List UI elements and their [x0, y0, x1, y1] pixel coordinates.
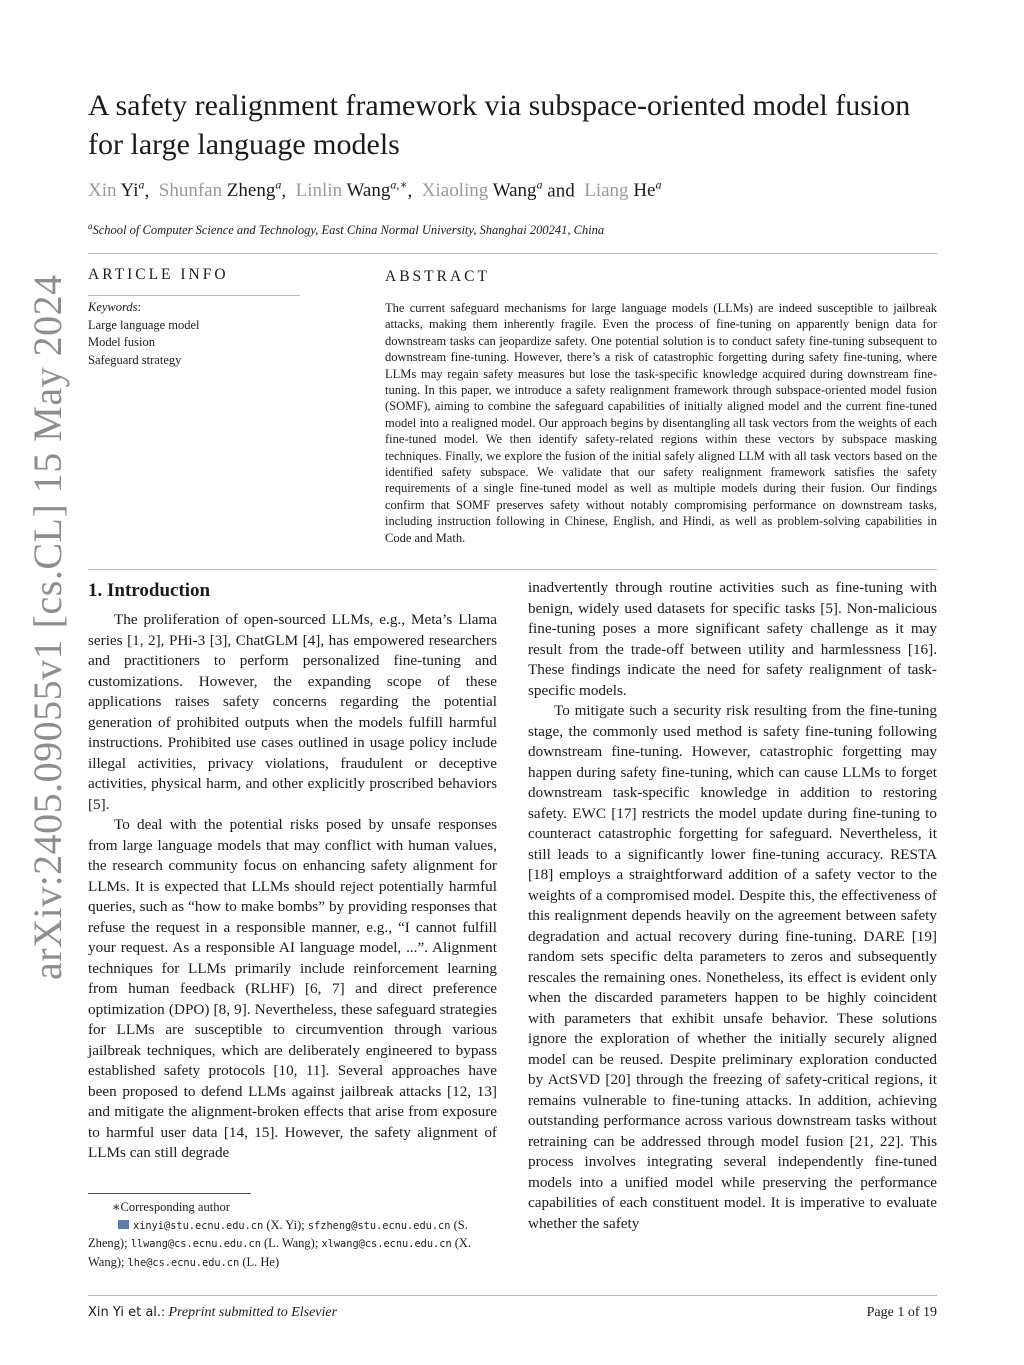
email-owner: (L. Wang);	[264, 1236, 319, 1250]
author	[422, 180, 543, 201]
author-affiliation-mark: a	[138, 178, 145, 192]
footnote	[88, 1199, 497, 1272]
keyword: Model fusion	[88, 335, 156, 349]
author-first-name: Liang	[584, 180, 629, 202]
author	[88, 180, 145, 201]
author-last-name: Wang	[492, 180, 537, 202]
article-info-heading: ARTICLE INFO	[88, 266, 229, 283]
author-first-name: Linlin	[295, 180, 343, 202]
email-address[interactable]: xinyi@stu.ecnu.edu.cn	[133, 1219, 264, 1232]
email-address[interactable]: xlwang@cs.ecnu.edu.cn	[321, 1238, 452, 1250]
email-address[interactable]: lhe@cs.ecnu.edu.cn	[127, 1256, 240, 1269]
paragraph: inadvertently through routine activities such as fine-tuning with benign, widely used datasets for specific tasks [5]. Non-malicious fine-tuning poses a more significant safety challenge as it may result from the trade-off between utility and harmlessness [16]. These findings indicate the need for safety realignment of task-specific models.	[528, 579, 937, 699]
arxiv-stamp: arXiv:2405.09055v1 [cs.CL] 15 May 2024	[25, 274, 70, 980]
email-owner: (X. Yi);	[266, 1217, 305, 1232]
footer-author: Xin Yi et al.	[88, 1305, 162, 1320]
author	[159, 180, 282, 201]
page-number: Page 1 of 19	[866, 1305, 937, 1320]
keywords-block: Keywords: Large language model Model fusion Safeguard strategy	[88, 299, 200, 369]
author	[296, 180, 408, 201]
author-separator: ,	[144, 180, 150, 202]
author-last-name: Wang	[346, 180, 391, 202]
author-first-name: Shunfan	[158, 180, 223, 202]
mail-icon	[118, 1220, 129, 1229]
author-affiliation-mark: a	[655, 178, 662, 192]
keywords-label: Keywords	[88, 300, 138, 314]
email-address[interactable]: llwang@cs.ecnu.edu.cn	[130, 1238, 261, 1250]
author-last-name: Zheng	[226, 180, 276, 202]
abstract-text: The current safeguard mechanisms for large language models (LLMs) are indeed susceptible to jailbreak attacks, making them inherently fragile. Even the process of fine-tuning on apparently benign data for downstream tasks can jeopardize safety. One potential solution is to conduct safety fine-tuning subsequent to downstream fine-tuning. However, there’s a risk of catastrophic forgetting during safety fine-tuning, where LLMs may regain safety measures but lose the task-specific knowledge acquired during downstream fine-tuning. In this paper, we introduce a safety realignment framework through subspace-oriented model fusion (SOMF), aiming to combine the safeguard capabilities of initially aligned model and the current fine-tuned model into a realigned model. Our approach begins by disentangling all task vectors from the weights of each fine-tuned model. We then identify safety-related regions within these vectors by subspace masking techniques. Finally, we explore the fusion of the initial safely aligned LLM with all task vectors based on the identified safety subspace. We validate that our safety realignment framework satisfies the safety requirements of a single fine-tuned model as well as multiple models during their fusion. Our findings confirm that SOMF preserves safety without notably compromising performance on downstream tasks, including instruction following in Chinese, English, and Hindi, as well as problem-solving capabilities in Code and Math.	[385, 301, 937, 545]
author-affiliation-mark: a	[536, 178, 543, 192]
email-owner: (X. Wang);	[88, 1236, 472, 1269]
author-last-name: He	[633, 180, 656, 202]
author-affiliation-mark: a,∗	[390, 178, 408, 192]
paragraph: To mitigate such a security risk resulting from the fine-tuning stage, the commonly used method is safety fine-tuning following downstream fine-tuning. However, catastrophic forgetting may happen during safety fine-tuning, which can cause LLMs to forget downstream task-specific knowledge in addition to restoring safety. EWC [17] restricts the model update during fine-tuning to counteract catastrophic forgetting for safeguard. Nevertheless, it still leads to a significantly lower fine-tuning accuracy. RESTA [18] employs a straightforward addition of a safety vector to the weights of a compromised model. Despite this, the effectiveness of this realignment depends heavily on the agreement between safety degradation and actual recovery during fine-tuning. DARE [19] random sets specific delta parameters to zeros and subsequently rescales the remaining ones. Nonetheless, its effect is evident only when the discarded parameters happen to be highly coincident with parameters that exhibit unsafe behavior. These solutions ignore the exploration of whether the initially securely aligned model can be reused. Despite preliminary exploration conducted by ActSVD [20] through the freezing of safety-critical regions, it remains vulnerable to fine-tuning attacks. In addition, achieving outstanding performance across various downstream tasks without retraining can be addressed through model fusion [21, 22]. This process involves integrating several independently fine-tuned models into a unified model while preserving the performance capabilities of each constituent model. It is imperative to evaluate whether the safety	[528, 702, 937, 1232]
affiliation-text: School of Computer Science and Technology, East China Normal University, Shanghai 200241, China	[92, 223, 605, 238]
author-affiliation-mark: a	[275, 178, 282, 192]
corresponding-note: ∗Corresponding author	[112, 1200, 230, 1214]
abstract-heading: ABSTRACT	[385, 268, 490, 285]
left-column	[88, 610, 497, 1164]
body-divider	[88, 569, 937, 570]
author-first-name: Xin	[88, 180, 117, 202]
author-list	[88, 178, 661, 202]
author	[584, 180, 661, 201]
footer-separator: :	[161, 1305, 165, 1320]
paragraph: To deal with the potential risks posed by unsafe responses from large language models that may conflict with human values, the research community focus on enhancing safety alignment for LLMs. It is expected that LLMs should reject potentially harmful queries, such as “how to make bombs” by providing responses that refuse the request in a responsible manner, e.g., “I cannot fulfill your request. As a responsible AI language model, ...”. Alignment techniques for LLMs primarily include reinforcement learning from human feedback (RLHF) [6, 7] and direct preference optimization (DPO) [8, 9]. Nevertheless, these safeguard strategies for LLMs are susceptible to circumvention through various jailbreak techniques, which are deliberately engineered to bypass established safety protocols [10, 11]. Several approaches have been proposed to defend LLMs against jailbreak attacks [12, 13] and mitigate the alignment-broken effects that arise from exposure to harmful user data [14, 15]. However, the safety alignment of LLMs can still degrade	[88, 816, 497, 1161]
footnote-divider	[88, 1193, 251, 1194]
section-heading: 1. Introduction	[88, 580, 211, 601]
author-separator: ,	[281, 180, 287, 202]
paper-title: A safety realignment framework via subspace-oriented model fusion for large language models	[88, 89, 911, 161]
email-list	[88, 1217, 497, 1273]
email-owner: (L. He)	[242, 1254, 280, 1269]
right-column	[528, 578, 937, 1234]
paragraph: The proliferation of open-sourced LLMs, e.g., Meta’s Llama series [1, 2], PHi-3 [3], ChatGLM [4], has empowered researchers and practitioners to perform personalized fine-tuning and customizations. However, the expanding scope of these applications raises safety concerns regarding the potential generation of prohibited outputs when the models fulfill harmful instructions. Prohibited use cases outlined in usage policy include illegal activities, privacy violations, fraudulent or deceptive activities, physical harm, and other explicitly proscribed behaviors [5].	[88, 611, 497, 813]
footer-divider	[88, 1295, 937, 1296]
email-address[interactable]: sfzheng@stu.ecnu.edu.cn	[307, 1219, 451, 1232]
email-owner: (S. Zheng);	[88, 1217, 468, 1250]
footer-citation	[88, 1305, 337, 1321]
author-last-name: Yi	[120, 180, 139, 202]
keyword: Safeguard strategy	[88, 352, 182, 367]
keyword: Large language model	[88, 317, 200, 332]
article-info-divider	[88, 295, 300, 296]
footer-venue: Preprint submitted to Elsevier	[168, 1305, 338, 1320]
author-conjunction: and	[547, 180, 575, 202]
header-divider	[88, 253, 937, 254]
affiliation-mark: a	[88, 221, 93, 231]
author-separator: ,	[407, 180, 413, 202]
affiliation	[88, 221, 604, 238]
author-first-name: Xiaoling	[421, 180, 489, 202]
